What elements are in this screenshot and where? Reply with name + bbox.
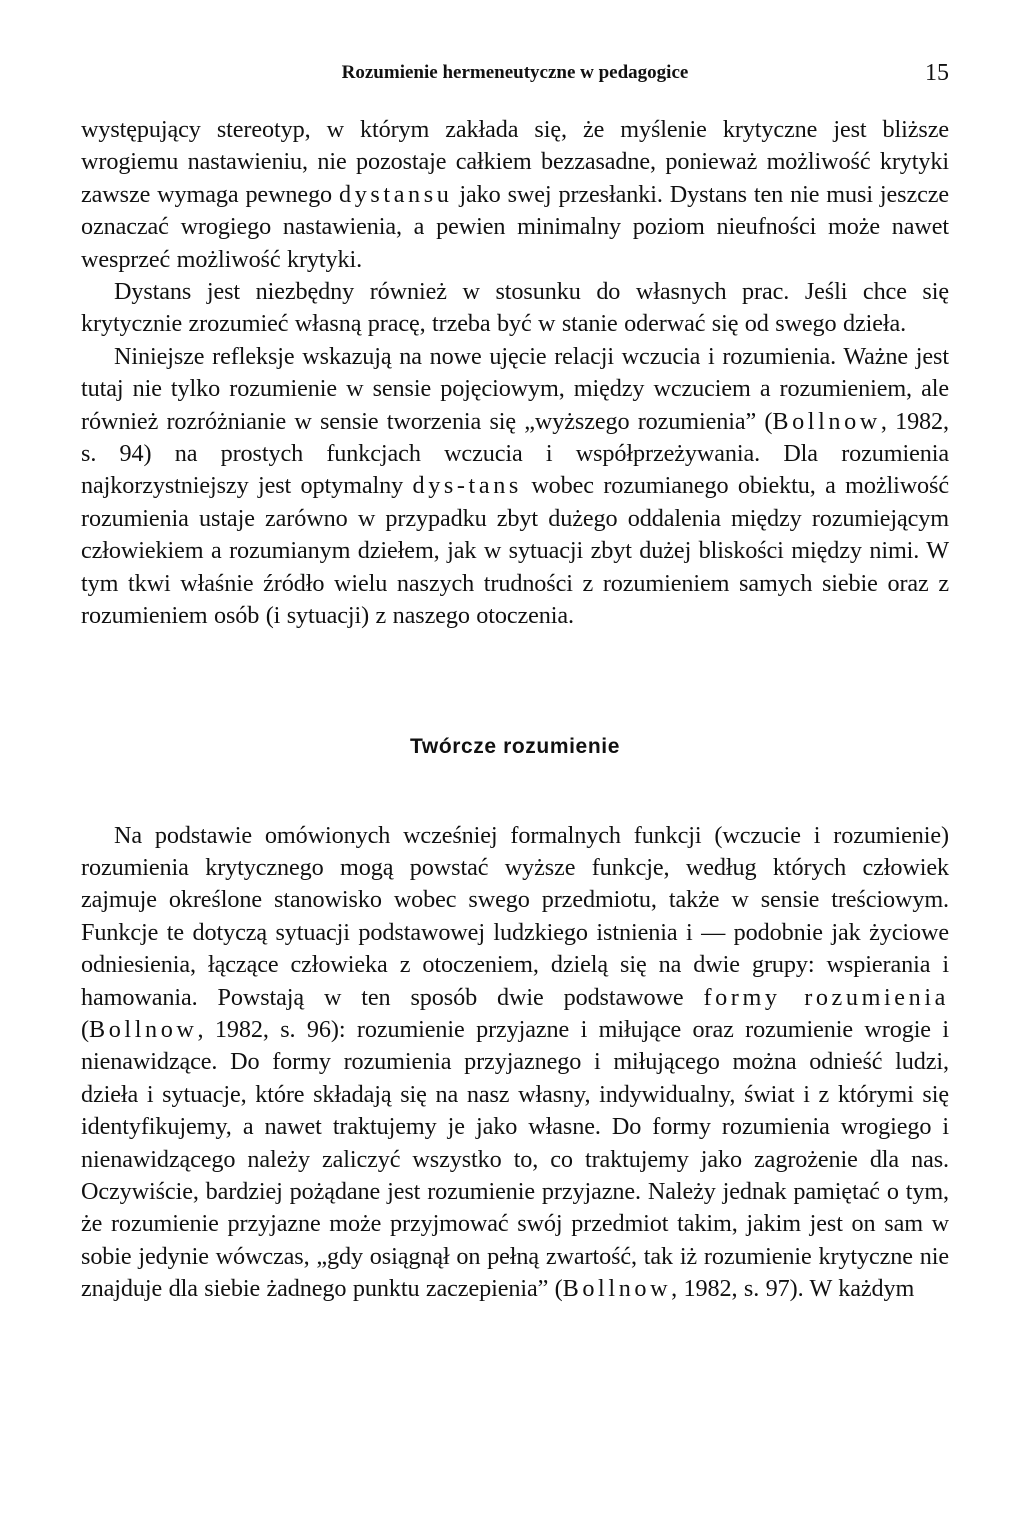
paragraph-4 — [81, 820, 949, 1306]
section-heading: Twórcze rozumienie — [410, 734, 620, 758]
paragraph-1-text-b: jako swej przesłanki. Dystans ten nie musi jeszcze oznaczać wrogiego nastawienia, a pewien minimalny poziom nieufności może nawet wesprzeć możliwość krytyki. — [81, 180, 949, 273]
author-citation: Bollnow — [562, 1275, 672, 1303]
running-head — [81, 62, 949, 102]
running-title: Rozumienie hermeneutyczne w pedagogice — [341, 62, 689, 83]
paragraph-4-text-b: ( — [81, 1015, 89, 1043]
paragraph-3 — [81, 341, 949, 633]
paragraph-1 — [81, 114, 949, 276]
paragraph-4-text-a: Na podstawie omówionych wcześniej formalnych funkcji (wczucie i rozumienie) rozumienia krytycznego mogą powstać wyższe funkcje, według których człowiek zajmuje określone stanowisko wobec swego przedmiotu, także w sensie treściowym. Funkcje te dotyczą sytuacji podstawowej ludzkiego istnienia i — podobnie jak życiowe odniesienia, łączące człowieka z otoczeniem, dzielą się na dwie grupy: wspierania i hamowania. Powstają w ten sposób dwie podstawowe — [81, 821, 949, 1011]
paragraph-3-text-b: , 1982, s. 94) na prostych funkcjach wczucia i współprzeżywania. Dla rozumienia najkorzystniejszy jest optymalny — [81, 407, 949, 500]
author-citation: Bollnow — [88, 1015, 198, 1043]
paragraph-4-text-c: , 1982, s. 96): rozumienie przyjazne i miłujące oraz rozumienie wrogie i nienawidzące. Do formy rozumienia przyjaznego i miłującego można odnieść ludzi, dzieła i sytuacje, które składają się na nasz własny, indywidualny, świat i z którymi się identyfikujemy, a nawet traktujemy je jako własne. Do formy rozumienia wrogiego i nienawidzącego należy zaliczyć wszystko to, co traktujemy jako zagrożenie dla nas. Oczywiście, bardziej pożądane jest rozumienie przyjazne. Należy jednak pamiętać o tym, że rozumienie przyjazne może przyjmować swój przedmiot takim, jakim jest on sam w sobie jedynie wówczas, „gdy osiągnął on pełną zwartość, tak iż rozumienie krytyczne nie znajduje dla siebie żadnego punktu zaczepienia” ( — [81, 1015, 949, 1303]
paragraph-3-text-a: Niniejsze refleksje wskazują na nowe ujęcie relacji wczucia i rozumienia. Ważne jest tutaj nie tylko rozumienie w sensie pojęciowym, między wczuciem a rozumieniem, ale również rozróżnianie w sensie tworzenia się „wyższego rozumienia” ( — [81, 342, 949, 435]
document-page — [81, 62, 949, 1306]
author-citation: Bollnow — [772, 407, 881, 435]
emphasis-formy-rozumienia: formy rozumienia — [703, 983, 949, 1011]
paragraph-2: Dystans jest niezbędny również w stosunku do własnych prac. Jeśli chce się krytycznie zrozumieć własną pracę, trzeba być w stanie oderwać się od swego dzieła. — [81, 278, 949, 338]
paragraph-4-text-d: , 1982, s. 97). W każdym — [671, 1275, 915, 1303]
emphasis-dystansu: dystansu — [339, 180, 453, 208]
paragraph-3-text-c: wobec rozumianego obiektu, a możliwość rozumienia ustaje zarówno w przypadku zbyt dużego oddalenia między rozumiejącym człowiekiem a rozumianym dziełem, jak w sytuacji zbyt dużej bliskości między nimi. W tym tkwi właśnie źródło wielu naszych trudności z rozumieniem samych siebie oraz z rozumieniem osób (i sytuacji) z naszego otoczenia. — [81, 472, 949, 630]
paragraph-1-text-a: występujący stereotyp, w którym zakłada się, że myślenie krytyczne jest bliższe wrogiemu nastawieniu, nie pozostaje całkiem bezzasadne, ponieważ możliwość krytyki zawsze wymaga pewnego — [81, 116, 949, 208]
emphasis-dystans: dys-tans — [412, 472, 522, 500]
page-number: 15 — [925, 60, 949, 86]
